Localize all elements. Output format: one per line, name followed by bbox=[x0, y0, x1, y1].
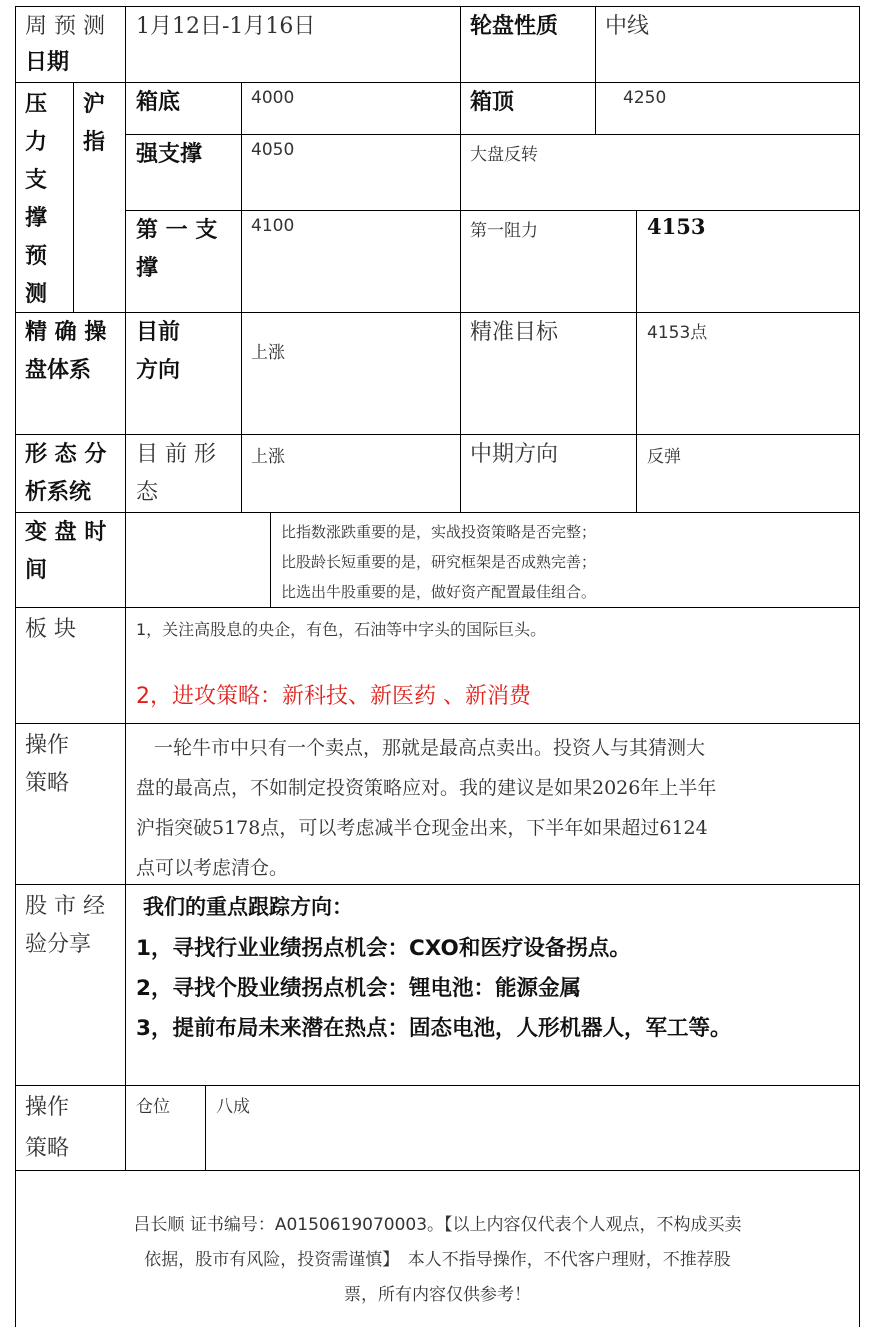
position-value: 八成 bbox=[216, 1097, 250, 1117]
first-resistance-label: 第一阻力 bbox=[470, 221, 538, 241]
market-reversal-label: 大盘反转 bbox=[470, 145, 538, 165]
list-item: 3，提前布局未来潜在热点：固态电池，人形机器人，军工等。 bbox=[136, 1016, 732, 1041]
current-pattern-label: 目 前 形 bbox=[136, 442, 216, 467]
direction-label-cont: 方向 bbox=[136, 358, 181, 383]
target-value: 4153点 bbox=[647, 323, 708, 343]
list-item: 2，寻找个股业绩拐点机会：锂电池：能源金属 bbox=[136, 976, 581, 1001]
direction-value: 上涨 bbox=[251, 343, 285, 363]
pattern-analysis-label-cont: 析系统 bbox=[25, 480, 92, 505]
pressure-support-label: 压 力 支 撑 预 测 bbox=[25, 92, 48, 307]
first-support-label-cont: 撑 bbox=[136, 256, 159, 281]
list-item: 1，寻找行业业绩拐点机会：CXO和医疗设备拐点。 bbox=[136, 936, 631, 961]
nature-label: 轮盘性质 bbox=[470, 14, 559, 39]
experience-points bbox=[136, 929, 731, 1049]
strong-support-value: 4050 bbox=[251, 140, 295, 160]
strategy-label-cont: 策略 bbox=[25, 771, 70, 796]
change-time-label-cont: 间 bbox=[25, 558, 48, 583]
current-pattern-label-cont: 态 bbox=[136, 480, 159, 505]
sector-line-1: 1，关注高股息的央企，有色，石油等中字头的国际巨头。 bbox=[136, 620, 547, 639]
date-value: 1月12日-1月16日 bbox=[136, 14, 316, 39]
box-bottom-label: 箱底 bbox=[136, 90, 181, 115]
first-support-value: 4100 bbox=[251, 216, 295, 236]
direction-label: 目前 bbox=[136, 320, 181, 345]
week-forecast-label: 周 预 测 bbox=[25, 14, 105, 39]
pattern-analysis-label: 形 态 分 bbox=[25, 442, 107, 467]
mid-direction-value: 反弹 bbox=[647, 447, 681, 467]
precise-system-label: 精 确 操 bbox=[25, 320, 107, 345]
change-time-label: 变 盘 时 bbox=[25, 520, 107, 545]
mid-direction-label: 中期方向 bbox=[470, 442, 559, 467]
index-label: 沪 指 bbox=[83, 92, 106, 155]
operation-label: 操作 bbox=[25, 1095, 70, 1120]
first-resistance-value: 4153 bbox=[647, 214, 706, 239]
nature-value: 中线 bbox=[605, 14, 650, 39]
experience-label-cont: 验分享 bbox=[25, 932, 92, 957]
precise-system-label-cont: 盘体系 bbox=[25, 358, 92, 383]
first-support-label: 第 一 支 bbox=[136, 218, 218, 243]
box-bottom-value: 4000 bbox=[251, 88, 295, 108]
strong-support-label: 强支撑 bbox=[136, 142, 203, 167]
disclaimer: 吕长顺 证书编号：A0150619070003。【以上内容仅代表个人观点，不构成买卖 依据，股市有风险，投资需谨慎】 本人不指导操作，不代客户理财，不推荐股 票，所有内容仅供参考！ bbox=[133, 1215, 742, 1305]
box-top-label: 箱顶 bbox=[470, 90, 515, 115]
operation-label-cont: 策略 bbox=[25, 1136, 70, 1161]
current-pattern-value: 上涨 bbox=[251, 447, 285, 467]
sector-line-2: 2，进攻策略：新科技、新医药 、新消费 bbox=[136, 684, 531, 709]
strategy-label: 操作 bbox=[25, 733, 70, 758]
position-label: 仓位 bbox=[136, 1097, 170, 1117]
target-label: 精准目标 bbox=[470, 320, 559, 345]
change-time-notes: 比指数涨跌重要的是，实战投资策略是否完整； 比股龄长短重要的是，研究框架是否成熟完善； 比选出牛股重要的是，做好资产配置最佳组合。 bbox=[281, 523, 597, 601]
experience-heading: 我们的重点跟踪方向： bbox=[143, 895, 353, 919]
strategy-text: 一轮牛市中只有一个卖点，那就是最高点卖出。投资人与其猜测大 盘的最高点，不如制定投资策略应对。我的建议是如果2026年上半年 沪指突破5178点，可以考虑减半仓现金出来，下半年如果超过6124 点可以考虑清仓。 bbox=[136, 737, 717, 879]
sector-label: 板 块 bbox=[25, 617, 76, 642]
box-top-value: 4250 bbox=[623, 88, 667, 108]
date-label: 日期 bbox=[25, 50, 70, 75]
experience-label: 股 市 经 bbox=[25, 894, 105, 919]
